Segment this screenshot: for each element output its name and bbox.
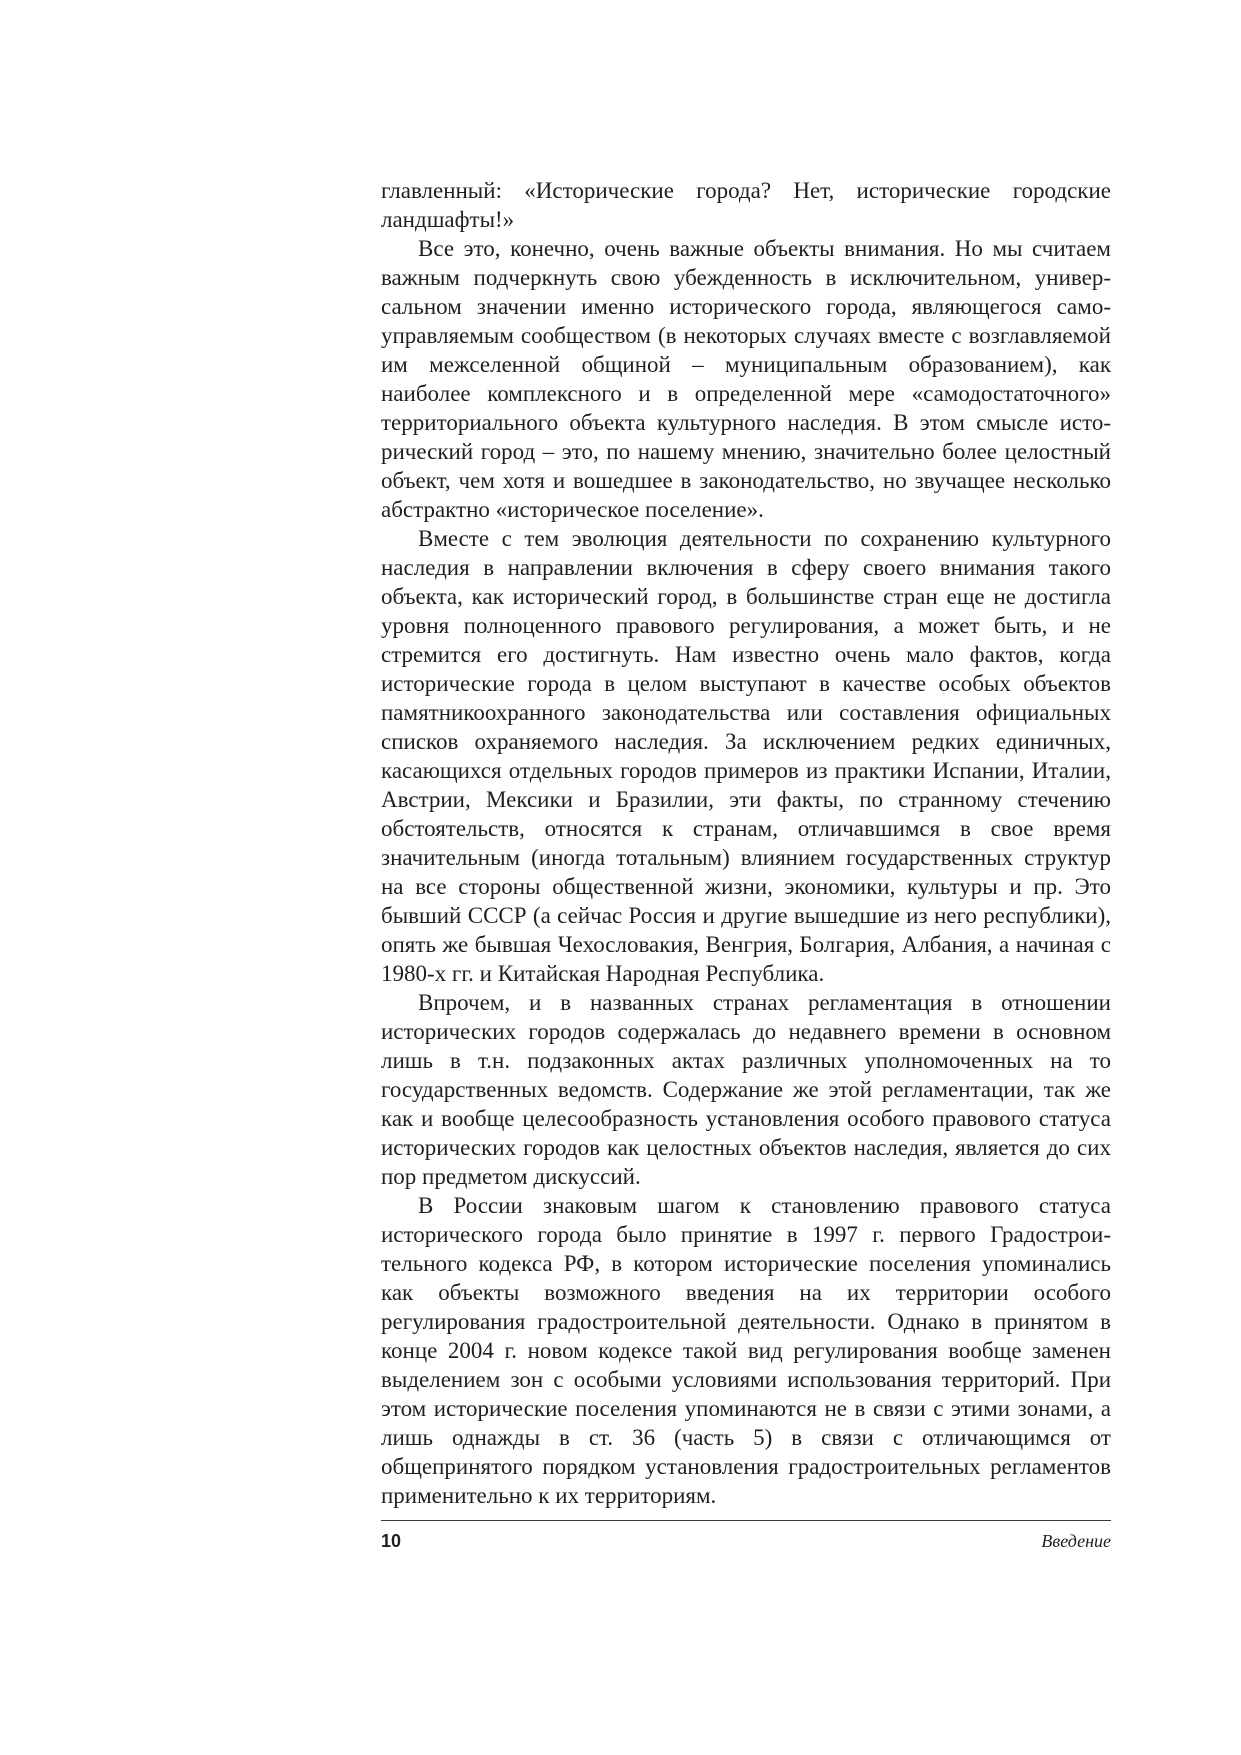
paragraph-1: главленный: «Исторические города? Нет, исторические городские ландшафты!» [381, 178, 1111, 232]
paragraph-4: Впрочем, и в названных странах регламентация в отношении исторических городов содержалась до недавнего времени в основном лишь в т.н. подзаконных актах различных уполномоченных на то государственных ведомств. Содержание же этой регламентации, так же как и вообще целесообразность установления особого правового статуса исторических городов как целостных объектов наследия, является до сих пор предметом дискуссий. [381, 990, 1111, 1189]
paragraph-2: Все это, конечно, очень важные объекты внимания. Но мы считаем важным подчеркнуть свою убежденность в исключительном, универсальном значении именно исторического города, являющегося самоуправляемым сообществом (в некоторых случаях вместе с возглавляемой им межселенной общиной – муниципальным образованием), как наиболее комплексного и в определенной мере «самодостаточного» территориального объекта культурного наследия. В этом смысле исторический город – это, по нашему мнению, значительно более целостный объект, чем хотя и вошедшее в законодательство, но звучащее несколько абстрактно «историческое поселение». [381, 236, 1111, 522]
running-title: Введение [1041, 1531, 1111, 1551]
footer-divider [381, 1520, 1111, 1521]
page-number: 10 [381, 1531, 402, 1551]
body-text [381, 176, 1111, 1510]
paragraph-5: В России знаковым шагом к становлению правового статуса исторического города было принятие в 1997 г. первого Градостроительного кодекса РФ, в котором исторические поселения упоминались как объекты возможного введения на их территории особого регулирования градостроительной деятельности. Однако в принятом в конце 2004 г. новом кодексе такой вид регулирования вообще заменен выделением зон с особыми условиями использования территорий. При этом исторические поселения упоминаются не в связи с этими зонами, а лишь однажды в ст. 36 (часть 5) в связи с отличающимся от общепринятого порядком установления градостроительных регламентов применительно к их территориям. [381, 1193, 1111, 1508]
paragraph-3: Вместе с тем эволюция деятельности по сохранению культурного наследия в направлении включения в сферу своего внимания такого объекта, как исторический город, в большинстве стран еще не достигла уровня полноценного правового регулирования, а может быть, и не стремится его достигнуть. Нам известно очень мало фактов, когда исторические города в целом выступают в качестве особых объектов памятникоохранного законодательства или составления официальных списков охраняемого наследия. За исключением редких единичных, касающихся отдельных городов примеров из практики Испании, Италии, Австрии, Мексики и Бразилии, эти факты, по странному стечению обстоятельств, относятся к странам, отличавшимся в свое время значительным (иногда тотальным) влиянием государственных структур на все стороны общественной жизни, экономики, культуры и пр. Это бывший СССР (а сейчас Россия и другие вышедшие из него республики), опять же бывшая Чехословакия, Венгрия, Болгария, Албания, а начиная с 1980-х гг. и Китайская Народная Республика. [381, 526, 1111, 986]
